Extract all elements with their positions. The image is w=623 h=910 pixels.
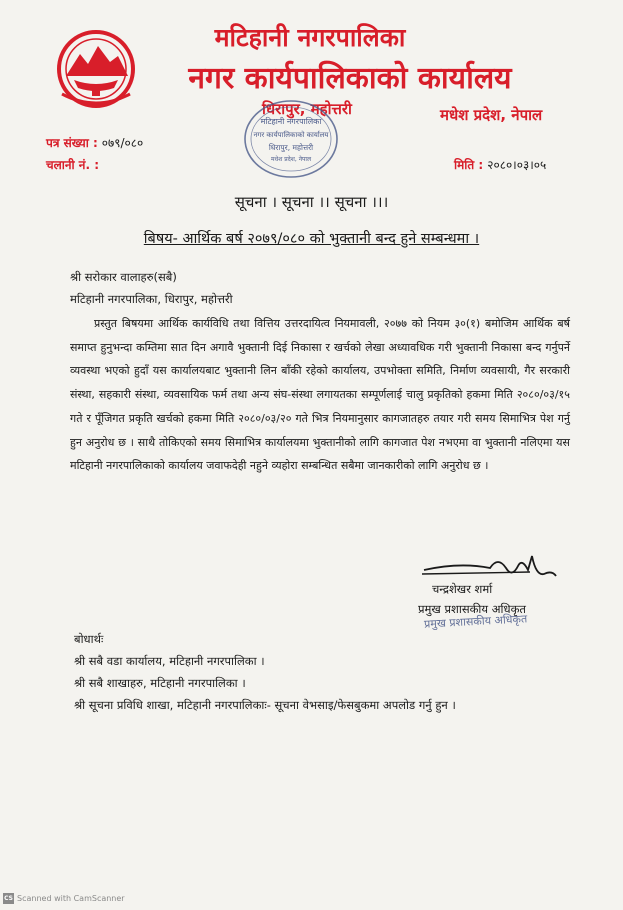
scanner-text: Scanned with CamScanner [17, 894, 125, 903]
cc-label: बोधार्थः [74, 632, 104, 646]
letter-date-value: २०८०।०३।०५ [487, 158, 547, 172]
subject-line: बिषय- आर्थिक बर्ष २०७९/०८० को भुक्तानी बन्द हुने सम्बन्धमा । [143, 231, 480, 247]
cc-item-1: श्री सबै वडा कार्यालय, मटिहानी नगरपालिका । [74, 654, 265, 668]
letter-date-label: मिति : [454, 158, 484, 172]
dispatch-number [46, 156, 103, 173]
dispatch-number-label: चलानी नं. : [46, 158, 100, 172]
office-name: नगर कार्यपालिकाको कार्यालय [188, 61, 512, 96]
handwritten-signature [420, 548, 560, 584]
addressee-line-1: श्री सरोकार वालाहरु(सबै) [70, 270, 177, 284]
letter-date [454, 156, 546, 173]
letter-number-value: ०७९/०८० [101, 136, 144, 150]
letter-number-label: पत्र संख्या : [46, 136, 98, 150]
stamp-line-2: नगर कार्यपालिकाको कार्यालय [253, 131, 329, 139]
signatory-title: प्रमुख प्रशासकीय अधिकृत [418, 602, 526, 616]
office-round-stamp [238, 96, 344, 182]
signatory-name: चन्द्रशेखर शर्मा [432, 582, 493, 596]
scanner-watermark [3, 893, 125, 904]
letter-number [46, 134, 143, 151]
stamp-line-1: मटिहानी नगरपालिका [260, 117, 322, 126]
cc-item-2: श्री सबै शाखाहरु, मटिहानी नगरपालिका । [74, 676, 246, 690]
municipality-name: मटिहानी नगरपालिका [214, 23, 406, 52]
camscanner-logo-icon: CS [4, 895, 13, 902]
cc-item-3: श्री सूचना प्रविधि शाखा, मटिहानी नगरपालिकाः- सूचना वेभसाइ/फेसबुकमा अपलोड गर्नु हुन । [74, 698, 456, 712]
nepal-emblem-logo [52, 28, 140, 110]
signatory-title-stamp: प्रमुख प्रशासकीय अधिकृत [423, 612, 528, 631]
office-location: धिरापुर, महोत्तरी [262, 100, 352, 118]
letter-body: प्रस्तुत बिषयमा आर्थिक कार्यविधि तथा वित्तिय उत्तरदायित्व नियमावली, २०७७ को नियम ३०(१) बमोजिम आर्थिक बर्ष समाप्त हुनुभन्दा कम्तिमा सात दिन अगावै भुक्तानी दिई निकासा र खर्चको लेखा अध्यावधिक गरी भुक्तानी निकासा बन्द गर्नुपर्ने व्यवस्था भएको हुदाँ यस कार्यालयबाट भुक्तानी लिन बाँकी रहेको कार्यालय, उपभोक्ता समिति, निर्माण व्यवसायी, गैर सरकारी संस्था, सहकारी संस्था, व्यवसायिक फर्म तथा अन्य संघ-संस्था लगायतका सम्पूर्णलाई चालु प्रकृतिको हकमा मिति २०८०/०३/१५ गते र पूँजिगत प्रकृति खर्चको हकमा मिति २०८०/०३/२० गते भित्र नियमानुसार कागजातहरु तयार गरी समय सिमाभित्र पेश गर्नु हुन अनुरोध छ । साथै तोकिएको समय सिमाभित्र कार्यालयमा भुक्तानीको लागि कागजात पेश नभएमा वा भुक्तानी नलिएमा यस मटिहानी नगरपालिकाको कार्यालय जवाफदेही नहुने व्यहोरा सम्बन्धित सबैमा जानकारीको लागि अनुरोध छ । [70, 317, 570, 473]
office-province: मधेश प्रदेश, नेपाल [440, 106, 543, 124]
notice-heading: सूचना । सूचना ।। सूचना ।।। [234, 193, 389, 211]
stamp-line-4: मधेश प्रदेश, नेपाल [270, 156, 312, 163]
addressee-line-2: मटिहानी नगरपालिका, धिरापुर, महोत्तरी [70, 292, 233, 306]
stamp-line-3: धिरापुर, महोत्तरी [268, 143, 314, 152]
